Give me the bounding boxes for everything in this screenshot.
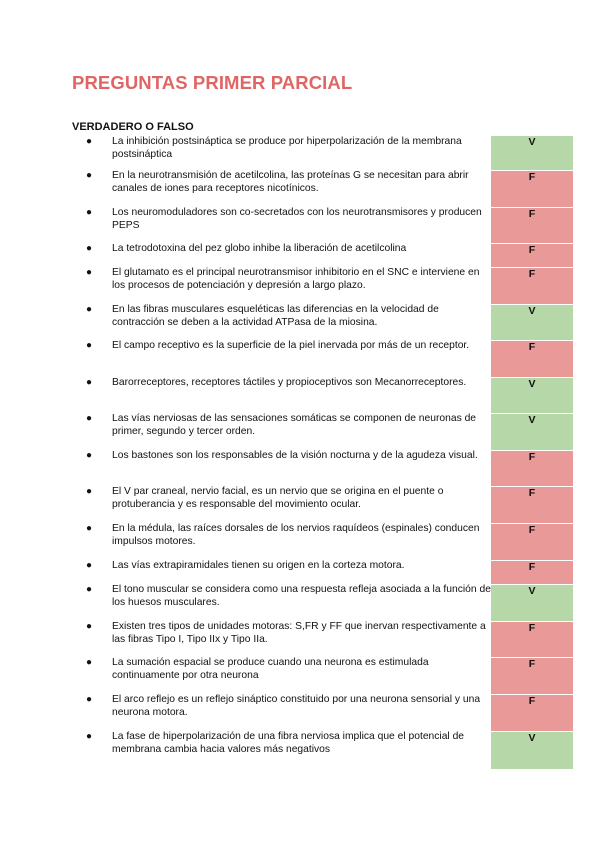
- answer-badge: V: [491, 584, 573, 621]
- question-row: [86, 207, 573, 243]
- bullet-icon: ●: [86, 340, 93, 351]
- answer-badge: V: [491, 413, 573, 450]
- bullet-icon: ●: [86, 304, 93, 315]
- answer-badge: V: [491, 304, 573, 340]
- question-text: El glutamato es el principal neurotransmisor inhibitorio en el SNC e interviene en los procesos de potenciación y depresión a largo plazo.: [112, 267, 480, 291]
- questions-table-body: [86, 136, 573, 769]
- answer-badge: F: [491, 243, 573, 267]
- bullet-icon: ●: [86, 621, 93, 632]
- question-text: Las vías nerviosas de las sensaciones somáticas se componen de neuronas de primer, segundo y tercer orden.: [112, 413, 477, 437]
- question-text: Los bastones son los responsables de la visión nocturna y de la agudeza visual.: [112, 450, 478, 461]
- question-row: [86, 560, 573, 584]
- bullet-icon: ●: [86, 560, 93, 571]
- answer-badge: F: [491, 621, 573, 657]
- question-row: [86, 377, 573, 413]
- question-row: [86, 304, 573, 340]
- section-heading: VERDADERO O FALSO: [72, 121, 194, 133]
- answer-badge: F: [491, 694, 573, 731]
- question-row: [86, 267, 573, 304]
- bullet-icon: ●: [86, 694, 93, 705]
- answer-badge: V: [491, 377, 573, 413]
- answer-badge: F: [491, 523, 573, 560]
- question-text: Existen tres tipos de unidades motoras: S,FR y FF que inervan respectivamente a las fibras Tipo I, Tipo IIx y Tipo IIa.: [112, 621, 486, 645]
- answer-badge: F: [491, 340, 573, 377]
- answer-badge: V: [491, 731, 573, 769]
- bullet-icon: ●: [86, 450, 93, 461]
- answer-badge: F: [491, 170, 573, 207]
- question-row: [86, 450, 573, 486]
- question-row: [86, 657, 573, 694]
- question-row: [86, 486, 573, 523]
- question-text: La fase de hiperpolarización de una fibra nerviosa implica que el potencial de membrana cambia hacia valores más negativos: [112, 731, 465, 755]
- bullet-icon: ●: [86, 486, 93, 497]
- question-text: En las fibras musculares esqueléticas las diferencias en la velocidad de contracción se deben a la actividad ATPasa de la miosina.: [112, 304, 439, 328]
- question-row: [86, 621, 573, 657]
- answer-badge: F: [491, 486, 573, 523]
- answer-badge: F: [491, 207, 573, 243]
- question-text: El V par craneal, nervio facial, es un nervio que se origina en el puente o protuberancia y es responsable del movimiento ocular.: [112, 486, 444, 510]
- question-text: Barorreceptores, receptores táctiles y propioceptivos son Mecanorreceptores.: [112, 377, 467, 388]
- bullet-icon: ●: [86, 584, 93, 595]
- question-row: [86, 413, 573, 450]
- bullet-icon: ●: [86, 136, 93, 147]
- question-row: [86, 584, 573, 621]
- bullet-icon: ●: [86, 170, 93, 181]
- bullet-icon: ●: [86, 523, 93, 534]
- page-title: PREGUNTAS PRIMER PARCIAL: [72, 72, 353, 93]
- question-text: El tono muscular se considera como una respuesta refleja asociada a la función de los huesos musculares.: [112, 584, 491, 608]
- question-text: Las vías extrapiramidales tienen su origen en la corteza motora.: [112, 560, 405, 571]
- question-row: [86, 694, 573, 731]
- questions-table: [86, 136, 573, 770]
- answer-badge: F: [491, 560, 573, 584]
- answer-badge: F: [491, 267, 573, 304]
- question-text: La tetrodotoxina del pez globo inhibe la liberación de acetilcolina: [112, 243, 407, 254]
- bullet-icon: ●: [86, 413, 93, 424]
- question-text: El arco reflejo es un reflejo sináptico constituido por una neurona sensorial y una neurona motora.: [112, 694, 481, 718]
- question-row: [86, 136, 573, 170]
- question-text: Los neuromoduladores son co-secretados con los neurotransmisores y producen PEPS: [112, 207, 482, 231]
- question-text: La inhibición postsináptica se produce por hiperpolarización de la membrana postsináptica: [112, 136, 462, 160]
- question-text: En la médula, las raíces dorsales de los nervios raquídeos (espinales) conducen impulsos motores.: [112, 523, 480, 547]
- bullet-icon: ●: [86, 377, 93, 388]
- question-row: [86, 523, 573, 560]
- question-text: En la neurotransmisión de acetilcolina, las proteínas G se necesitan para abrir canales de iones para receptores nicotínicos.: [112, 170, 469, 194]
- answer-badge: F: [491, 450, 573, 486]
- bullet-icon: ●: [86, 243, 93, 254]
- question-text: La sumación espacial se produce cuando una neurona es estimulada continuamente por otra neurona: [112, 657, 429, 681]
- bullet-icon: ●: [86, 207, 93, 218]
- question-row: [86, 243, 573, 267]
- bullet-icon: ●: [86, 267, 93, 278]
- bullet-icon: ●: [86, 657, 93, 668]
- answer-badge: V: [491, 136, 573, 170]
- answer-badge: F: [491, 657, 573, 694]
- question-row: [86, 731, 573, 769]
- question-row: [86, 340, 573, 377]
- question-row: [86, 170, 573, 207]
- question-text: El campo receptivo es la superficie de la piel inervada por más de un receptor.: [112, 340, 470, 351]
- bullet-icon: ●: [86, 731, 93, 742]
